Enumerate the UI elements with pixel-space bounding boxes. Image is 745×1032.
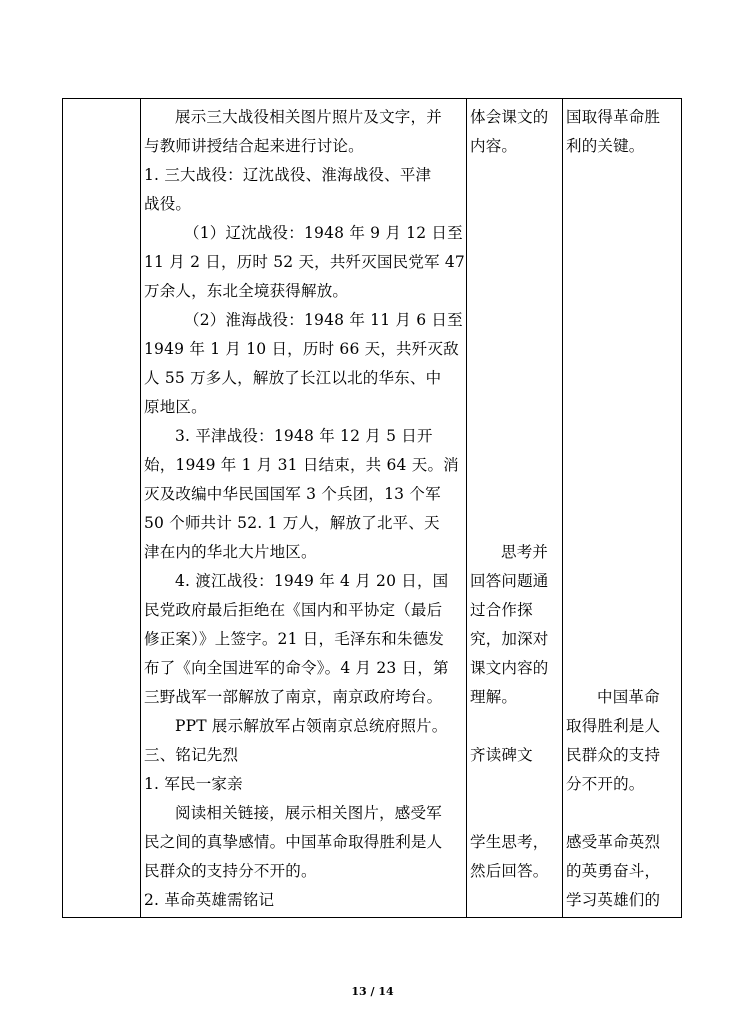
- content-line: 三野战军一部解放了南京，南京政府垮台。: [144, 688, 443, 706]
- intent-line: 的英勇奋斗，: [566, 862, 661, 880]
- intent-line: 感受革命英烈: [566, 833, 661, 851]
- intent-line: 取得胜利是人: [566, 717, 661, 735]
- teaching-content-cell: [144, 99, 464, 917]
- content-line: 三、铭记先烈: [144, 746, 239, 764]
- content-line: 1. 军民一家亲: [144, 775, 243, 793]
- content-line: 1. 三大战役：辽沈战役、淮海战役、平津: [144, 166, 432, 184]
- intent-line: 中国革命: [597, 688, 660, 706]
- content-line: 灭及改编中华民国国军 3 个兵团，13 个军: [144, 485, 441, 503]
- intent-line: 民群众的支持: [566, 746, 661, 764]
- content-line: 50 个师共计 52. 1 万人，解放了北平、天: [144, 514, 440, 532]
- content-line: 阅读相关链接，展示相关图片，感受军: [175, 804, 442, 822]
- content-line: 始，1949 年 1 月 31 日结束，共 64 天。消: [144, 456, 459, 474]
- content-line: （2）淮海战役：1948 年 11 月 6 日至: [184, 311, 463, 329]
- intent-line: 国取得革命胜: [566, 108, 661, 126]
- activity-line: 课文内容的: [470, 659, 549, 677]
- activity-line: 内容。: [470, 137, 518, 155]
- content-line: 1949 年 1 月 10 日，历时 66 天，共歼灭敌: [144, 340, 459, 358]
- content-line: 津在内的华北大片地区。: [144, 543, 317, 561]
- activity-line: 思考并: [501, 543, 549, 561]
- activity-line: 体会课文的: [470, 108, 549, 126]
- intent-line: 学习英雄们的: [566, 891, 661, 909]
- activity-line: 过合作探: [470, 601, 533, 619]
- content-line: 展示三大战役相关图片照片及文字，并: [175, 108, 442, 126]
- intent-line: 分不开的。: [566, 775, 645, 793]
- activity-line: 理解。: [470, 688, 518, 706]
- content-line: 11 月 2 日，历时 52 天，共歼灭国民党军 47: [144, 253, 465, 271]
- lesson-table: [62, 98, 682, 918]
- content-line: 与教师讲授结合起来进行讨论。: [144, 137, 364, 155]
- content-line: PPT 展示解放军占领南京总统府照片。: [175, 717, 448, 735]
- content-line: 民党政府最后拒绝在《国内和平协定（最后: [144, 601, 443, 619]
- content-line: 民之间的真挚感情。中国革命取得胜利是人: [144, 833, 443, 851]
- content-line: 布了《向全国进军的命令》。4 月 23 日，第: [144, 659, 449, 677]
- column-divider: [562, 99, 563, 917]
- content-line: 民群众的支持分不开的。: [144, 862, 317, 880]
- page-number: 13 / 14: [351, 985, 394, 998]
- content-line: 万余人，东北全境获得解放。: [144, 282, 349, 300]
- content-line: 3. 平津战役：1948 年 12 月 5 日开: [175, 427, 433, 445]
- content-line: （1）辽沈战役：1948 年 9 月 12 日至: [184, 224, 463, 242]
- activity-line: 回答问题通: [470, 572, 549, 590]
- activity-line: 究，加深对: [470, 630, 549, 648]
- column-divider: [466, 99, 467, 917]
- student-activity-cell: [470, 99, 562, 917]
- intent-line: 利的关键。: [566, 137, 645, 155]
- activity-line: 然后回答。: [470, 862, 549, 880]
- column-1-cell: [63, 99, 140, 917]
- column-divider: [140, 99, 141, 917]
- activity-line: 齐读碑文: [470, 746, 533, 764]
- content-line: 原地区。: [144, 398, 207, 416]
- content-line: 2. 革命英雄需铭记: [144, 891, 275, 909]
- design-intent-cell: [566, 99, 682, 917]
- activity-line: 学生思考，: [470, 833, 549, 851]
- content-line: 修正案）》上签字。21 日，毛泽东和朱德发: [144, 630, 445, 648]
- content-line: 战役。: [144, 195, 192, 213]
- content-line: 人 55 万多人，解放了长江以北的华东、中: [144, 369, 442, 387]
- content-line: 4. 渡江战役：1949 年 4 月 20 日，国: [175, 572, 449, 590]
